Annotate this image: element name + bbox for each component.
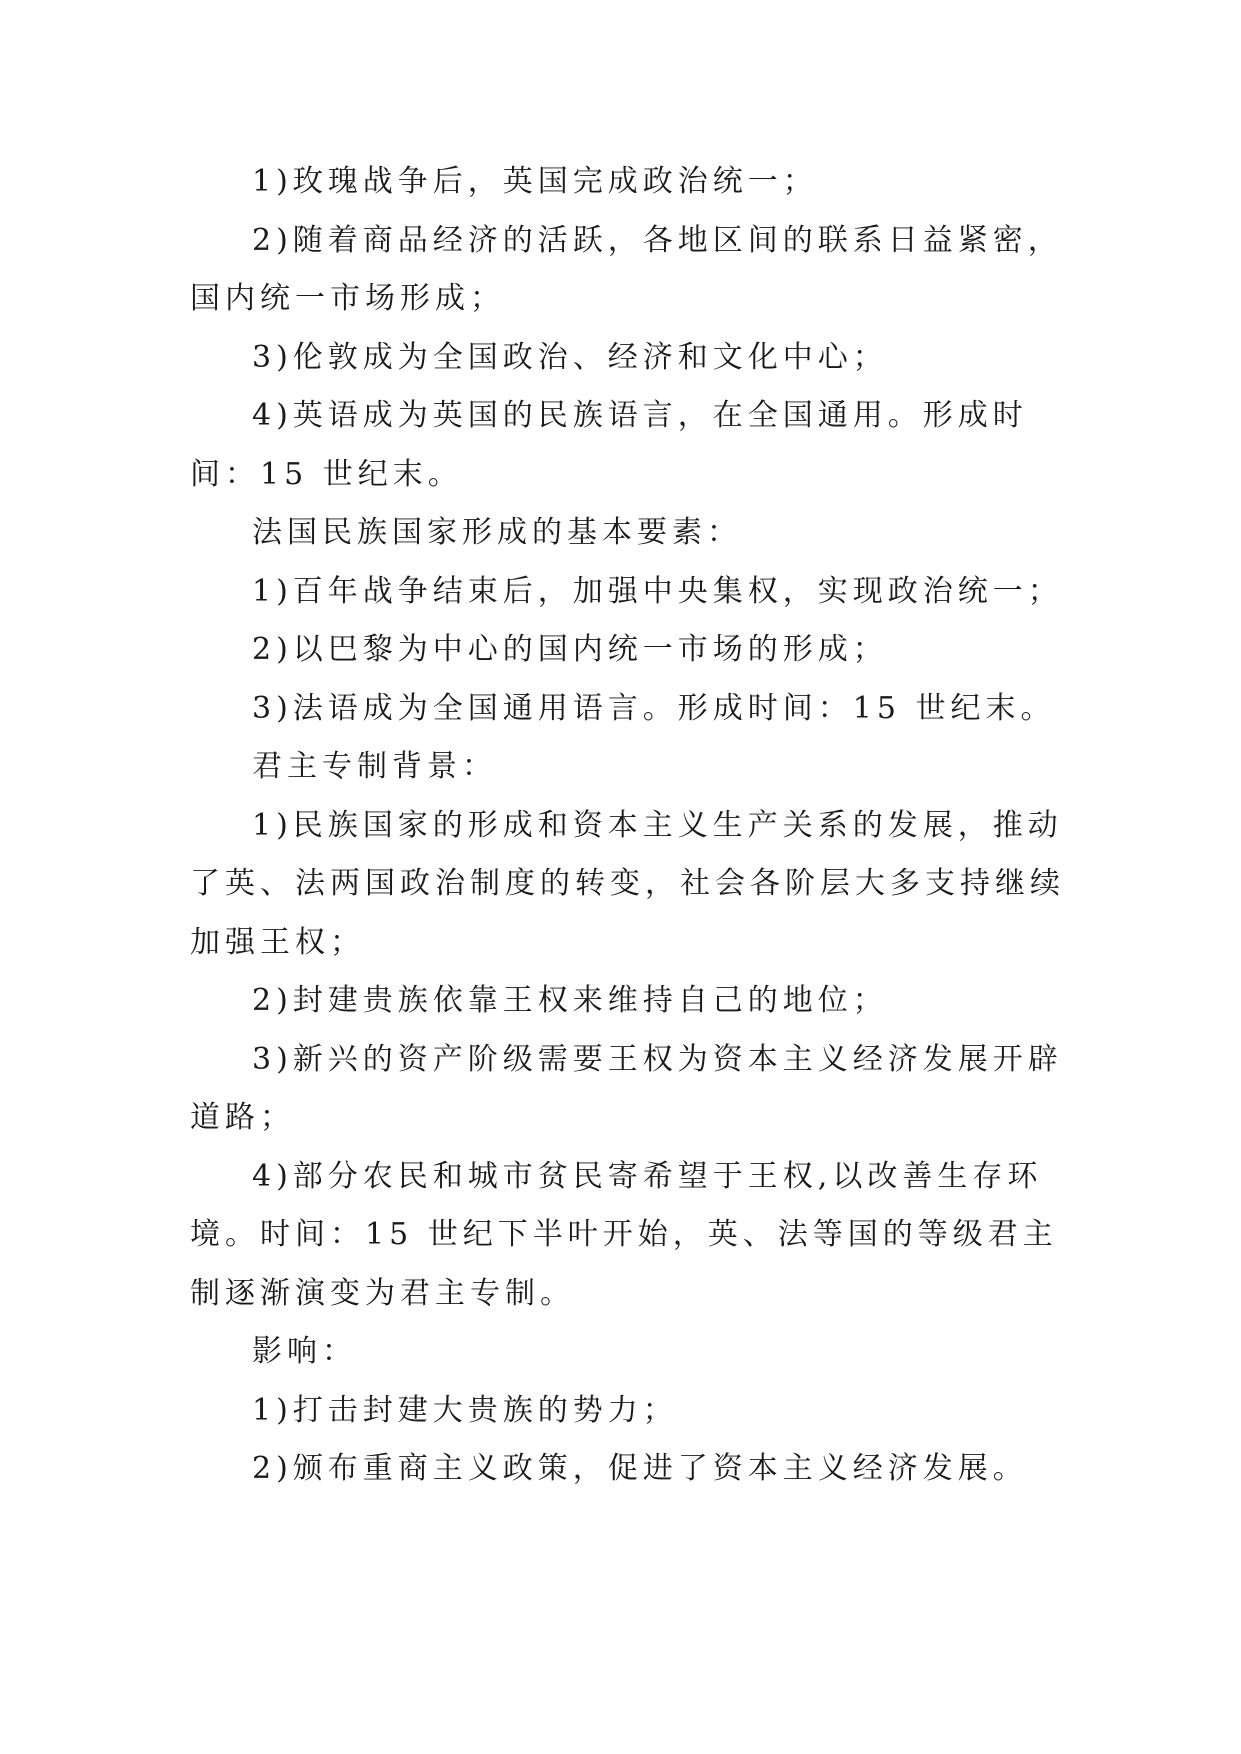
paragraph: 4)部分农民和城市贫民寄希望于王权,以改善生存环境。时间：15 世纪下半叶开始，英、法等国的等级君主制逐渐演变为君主专制。: [190, 1158, 1058, 1311]
section-heading: 君主专制背景：: [252, 749, 497, 784]
paragraph: 4)英语成为英国的民族语言，在全国通用。形成时间：15 世纪末。: [190, 398, 1028, 492]
section-heading: 法国民族国家形成的基本要素：: [252, 515, 742, 550]
paragraph: 2)封建贵族依靠王权来维持自己的地位；: [252, 983, 888, 1018]
paragraph: 1)打击封建大贵族的势力；: [252, 1392, 678, 1428]
paragraph: 2)以巴黎为中心的国内统一市场的形成；: [252, 632, 888, 667]
paragraph: 1)玫瑰战争后，英国完成政治统一；: [252, 164, 818, 199]
document-body: [190, 153, 1070, 1499]
paragraph: 1)百年战争结束后，加强中央集权，实现政治统一；: [252, 573, 1063, 609]
paragraph: 1)民族国家的形成和资本主义生产关系的发展，推动了英、法两国政治制度的转变，社会各阶层大多支持继续加强王权；: [190, 807, 1065, 960]
paragraph: 3)新兴的资产阶级需要王权为资本主义经济发展开辟道路；: [190, 1041, 1063, 1135]
section-heading: 影响：: [252, 1334, 357, 1369]
paragraph: 3)法语成为全国通用语言。形成时间：15 世纪末。: [252, 690, 1056, 726]
paragraph: 3)伦敦成为全国政治、经济和文化中心；: [252, 339, 888, 375]
paragraph: 2)颁布重商主义政策，促进了资本主义经济发展。: [252, 1451, 1028, 1486]
paragraph: 2)随着商品经济的活跃，各地区间的联系日益紧密，国内统一市场形成；: [190, 222, 1063, 316]
